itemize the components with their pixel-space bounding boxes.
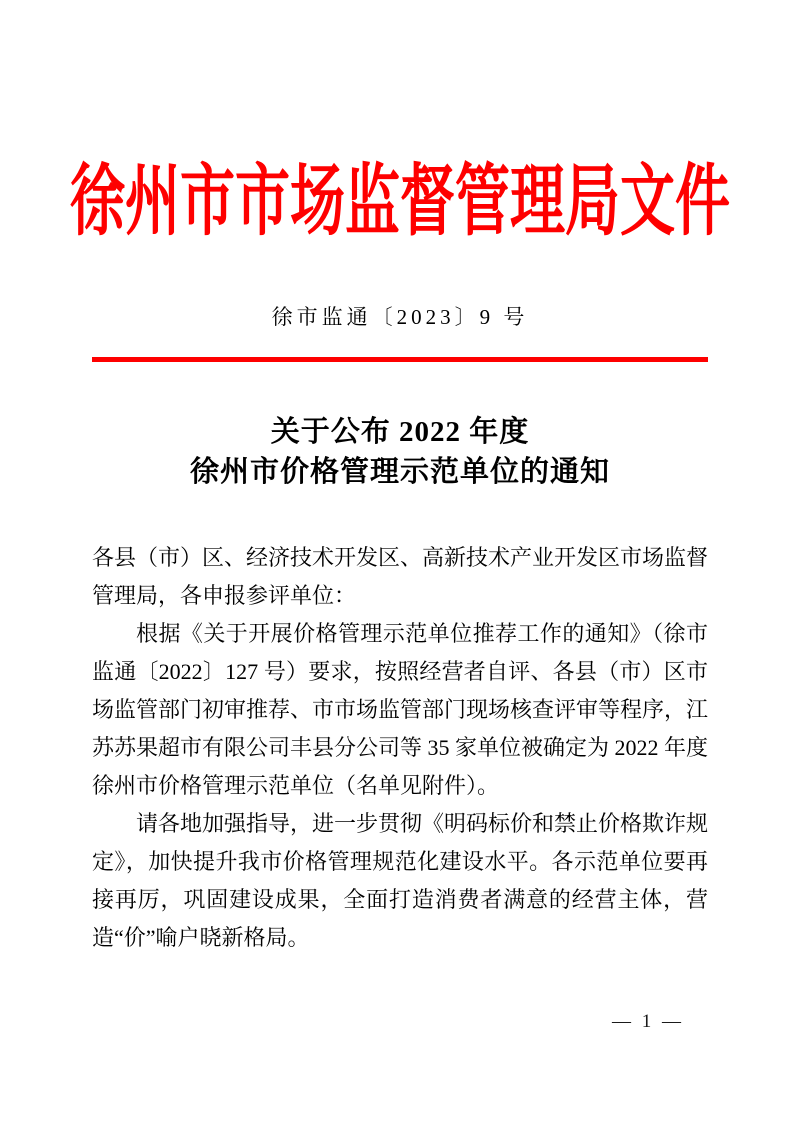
letterhead-divider-rule	[92, 357, 708, 362]
body-paragraph-1: 根据《关于开展价格管理示范单位推荐工作的通知》（徐市监通〔2022〕127 号）要求，按照经营者自评、各县（市）区市场监管部门初审推荐、市市场监管部门现场核查评审等程序，江苏苏果超市有限公司丰县分公司等 35 家单位被确定为 2022 年度徐州市价格管理示范单位（名单见附件）。	[92, 621, 709, 798]
notice-body	[92, 539, 708, 957]
body-paragraph-2: 请各地加强指导，进一步贯彻《明码标价和禁止价格欺诈规定》，加快提升我市价格管理规范化建设水平。各示范单位要再接再厉，巩固建设成果，全面打造消费者满意的经营主体，营造“价”喻户晓新格局。	[92, 811, 709, 950]
notice-title-line1: 关于公布 2022 年度	[270, 416, 530, 448]
notice-title-line2: 徐州市价格管理示范单位的通知	[189, 456, 610, 488]
notice-title	[0, 412, 800, 492]
salutation-paragraph: 各县（市）区、经济技术开发区、高新技术产业开发区市场监督管理局，各申报参评单位：	[92, 545, 709, 608]
document-number: 徐市监通〔2023〕9 号	[271, 305, 529, 329]
page-number: — 1 —	[612, 1011, 684, 1032]
agency-letterhead-title: 徐州市市场监督管理局文件	[69, 157, 730, 245]
